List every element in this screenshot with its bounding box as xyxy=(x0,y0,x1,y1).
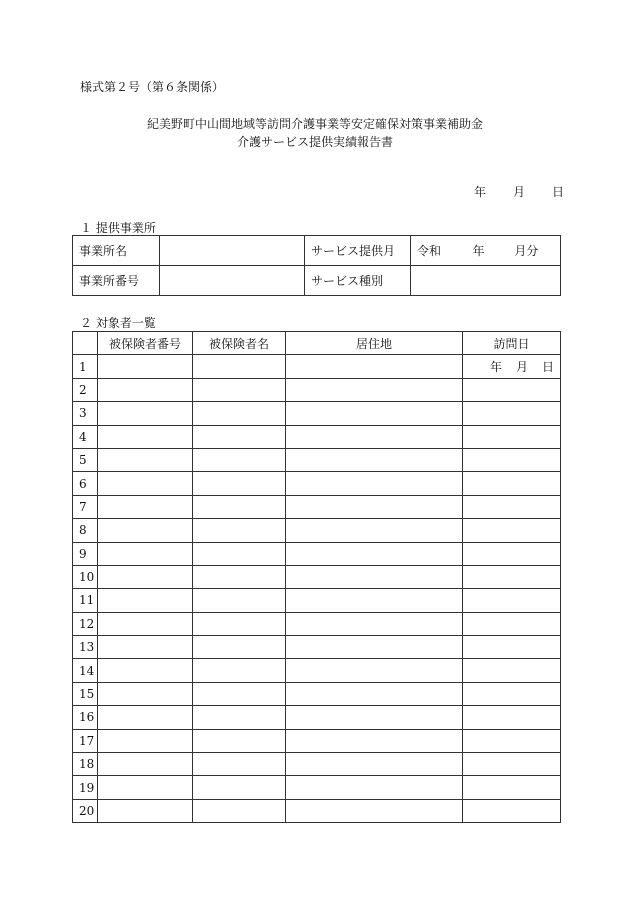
visit-date-cell[interactable] xyxy=(463,355,561,378)
office-row-name xyxy=(73,236,561,266)
address-cell[interactable] xyxy=(286,636,463,659)
insured-name-cell[interactable] xyxy=(193,448,286,471)
header-number xyxy=(73,332,98,355)
insured-name-cell[interactable] xyxy=(193,519,286,542)
insured-name-cell[interactable] xyxy=(193,378,286,401)
visit-date-cell[interactable] xyxy=(463,565,561,588)
row-number: 9 xyxy=(73,542,98,565)
table-row xyxy=(73,776,561,799)
insured-number-cell[interactable] xyxy=(98,753,193,776)
insured-name-cell[interactable] xyxy=(193,659,286,682)
insured-name-cell[interactable] xyxy=(193,682,286,705)
address-cell[interactable] xyxy=(286,472,463,495)
table-row xyxy=(73,729,561,752)
insured-number-cell[interactable] xyxy=(98,636,193,659)
insured-name-cell[interactable] xyxy=(193,472,286,495)
row-number: 10 xyxy=(73,565,98,588)
visit-date-cell[interactable] xyxy=(463,448,561,471)
address-cell[interactable] xyxy=(286,378,463,401)
row-number: 18 xyxy=(73,753,98,776)
insured-number-cell[interactable] xyxy=(98,729,193,752)
subjects-body xyxy=(73,355,561,823)
insured-number-cell[interactable] xyxy=(98,425,193,448)
row-number: 2 xyxy=(73,378,98,401)
visit-date-cell[interactable] xyxy=(463,682,561,705)
row-number: 14 xyxy=(73,659,98,682)
insured-name-cell[interactable] xyxy=(193,542,286,565)
header-insured-number: 被保険者番号 xyxy=(98,332,193,355)
office-name-field[interactable] xyxy=(160,236,305,266)
visit-date-year: 年 xyxy=(489,360,502,375)
address-cell[interactable] xyxy=(286,355,463,378)
insured-name-cell[interactable] xyxy=(193,612,286,635)
insured-name-cell[interactable] xyxy=(193,495,286,518)
visit-date-cell[interactable] xyxy=(463,402,561,425)
row-number: 4 xyxy=(73,425,98,448)
visit-date-month: 月 xyxy=(515,360,528,375)
service-month-label: サービス提供月 xyxy=(305,236,411,266)
address-cell[interactable] xyxy=(286,776,463,799)
form-number-label: 様式第２号（第６条関係） xyxy=(80,80,225,94)
insured-number-cell[interactable] xyxy=(98,519,193,542)
document-subtitle: 介護サービス提供実績報告書 xyxy=(236,135,393,149)
header-insured-name: 被保険者名 xyxy=(193,332,286,355)
section-heading-subjects: ２ 対象者一覧 xyxy=(80,316,156,330)
insured-name-cell[interactable] xyxy=(193,355,286,378)
subjects-header-row xyxy=(73,332,561,355)
insured-name-cell[interactable] xyxy=(193,565,286,588)
table-row xyxy=(73,448,561,471)
table-row xyxy=(73,402,561,425)
insured-number-cell[interactable] xyxy=(98,659,193,682)
row-number: 6 xyxy=(73,472,98,495)
insured-name-cell[interactable] xyxy=(193,636,286,659)
address-cell[interactable] xyxy=(286,448,463,471)
table-row xyxy=(73,425,561,448)
table-row xyxy=(73,659,561,682)
row-number: 17 xyxy=(73,729,98,752)
insured-number-cell[interactable] xyxy=(98,706,193,729)
row-number: 1 xyxy=(73,355,98,378)
table-row xyxy=(73,378,561,401)
table-row xyxy=(73,565,561,588)
office-name-label: 事業所名 xyxy=(73,236,160,266)
visit-date-cell[interactable] xyxy=(463,659,561,682)
insured-number-cell[interactable] xyxy=(98,612,193,635)
visit-date-cell[interactable] xyxy=(463,799,561,822)
insured-number-cell[interactable] xyxy=(98,565,193,588)
table-row xyxy=(73,612,561,635)
service-month-field[interactable] xyxy=(411,236,561,266)
row-number: 16 xyxy=(73,706,98,729)
visit-date-cell[interactable] xyxy=(463,542,561,565)
insured-name-cell[interactable] xyxy=(193,729,286,752)
table-row xyxy=(73,472,561,495)
service-month-month: 月分 xyxy=(514,244,539,258)
insured-number-cell[interactable] xyxy=(98,682,193,705)
row-number: 8 xyxy=(73,519,98,542)
visit-date-cell[interactable] xyxy=(463,776,561,799)
table-row xyxy=(73,753,561,776)
header-address: 居住地 xyxy=(286,332,463,355)
subjects-table xyxy=(72,331,561,823)
insured-name-cell[interactable] xyxy=(193,425,286,448)
row-number: 15 xyxy=(73,682,98,705)
service-type-field[interactable] xyxy=(411,266,561,296)
visit-date-cell[interactable] xyxy=(463,378,561,401)
insured-number-cell[interactable] xyxy=(98,542,193,565)
address-cell[interactable] xyxy=(286,682,463,705)
visit-date-cell[interactable] xyxy=(463,519,561,542)
row-number: 7 xyxy=(73,495,98,518)
address-cell[interactable] xyxy=(286,565,463,588)
insured-number-cell[interactable] xyxy=(98,495,193,518)
date-year-label: 年 xyxy=(474,185,487,199)
date-month-label: 月 xyxy=(513,185,526,199)
row-number: 20 xyxy=(73,799,98,822)
visit-date-cell[interactable] xyxy=(463,729,561,752)
row-number: 19 xyxy=(73,776,98,799)
insured-name-cell[interactable] xyxy=(193,753,286,776)
table-row xyxy=(73,519,561,542)
address-cell[interactable] xyxy=(286,519,463,542)
document-title: 紀美野町中山間地域等訪問介護事業等安定確保対策事業補助金 xyxy=(146,117,483,131)
table-row xyxy=(73,495,561,518)
service-month-era: 令和 xyxy=(417,244,442,258)
visit-date-cell[interactable] xyxy=(463,706,561,729)
address-cell[interactable] xyxy=(286,753,463,776)
address-cell[interactable] xyxy=(286,706,463,729)
address-cell[interactable] xyxy=(286,589,463,612)
address-cell[interactable] xyxy=(286,402,463,425)
insured-number-cell[interactable] xyxy=(98,589,193,612)
visit-date-cell[interactable] xyxy=(463,612,561,635)
row-number: 11 xyxy=(73,589,98,612)
table-row xyxy=(73,542,561,565)
insured-name-cell[interactable] xyxy=(193,776,286,799)
insured-name-cell[interactable] xyxy=(193,799,286,822)
visit-date-cell[interactable] xyxy=(463,425,561,448)
service-month-year: 年 xyxy=(472,244,485,258)
section-heading-office: １ 提供事業所 xyxy=(80,221,156,235)
insured-number-cell[interactable] xyxy=(98,355,193,378)
insured-number-cell[interactable] xyxy=(98,799,193,822)
row-number: 13 xyxy=(73,636,98,659)
insured-name-cell[interactable] xyxy=(193,402,286,425)
address-cell[interactable] xyxy=(286,495,463,518)
service-type-label: サービス種別 xyxy=(305,266,411,296)
insured-name-cell[interactable] xyxy=(193,706,286,729)
visit-date-cell[interactable] xyxy=(463,472,561,495)
table-row xyxy=(73,355,561,378)
table-row xyxy=(73,589,561,612)
row-number: 3 xyxy=(73,402,98,425)
office-table xyxy=(72,235,561,296)
row-number: 12 xyxy=(73,612,98,635)
visit-date-cell[interactable] xyxy=(463,589,561,612)
table-row xyxy=(73,799,561,822)
insured-number-cell[interactable] xyxy=(98,472,193,495)
address-cell[interactable] xyxy=(286,542,463,565)
insured-number-cell[interactable] xyxy=(98,402,193,425)
visit-date-cell[interactable] xyxy=(463,495,561,518)
visit-date-cell[interactable] xyxy=(463,753,561,776)
address-cell[interactable] xyxy=(286,659,463,682)
insured-number-cell[interactable] xyxy=(98,448,193,471)
address-cell[interactable] xyxy=(286,612,463,635)
office-number-label: 事業所番号 xyxy=(73,266,160,296)
address-cell[interactable] xyxy=(286,799,463,822)
visit-date-placeholder xyxy=(463,358,560,375)
visit-date-cell[interactable] xyxy=(463,636,561,659)
table-row xyxy=(73,706,561,729)
office-number-field[interactable] xyxy=(160,266,305,296)
insured-number-cell[interactable] xyxy=(98,378,193,401)
visit-date-day: 日 xyxy=(541,360,554,375)
address-cell[interactable] xyxy=(286,425,463,448)
table-row xyxy=(73,682,561,705)
insured-number-cell[interactable] xyxy=(98,776,193,799)
header-visit-date: 訪問日 xyxy=(463,332,561,355)
insured-name-cell[interactable] xyxy=(193,589,286,612)
address-cell[interactable] xyxy=(286,729,463,752)
table-row xyxy=(73,636,561,659)
row-number: 5 xyxy=(73,448,98,471)
office-row-number xyxy=(73,266,561,296)
date-day-label: 日 xyxy=(552,185,565,199)
